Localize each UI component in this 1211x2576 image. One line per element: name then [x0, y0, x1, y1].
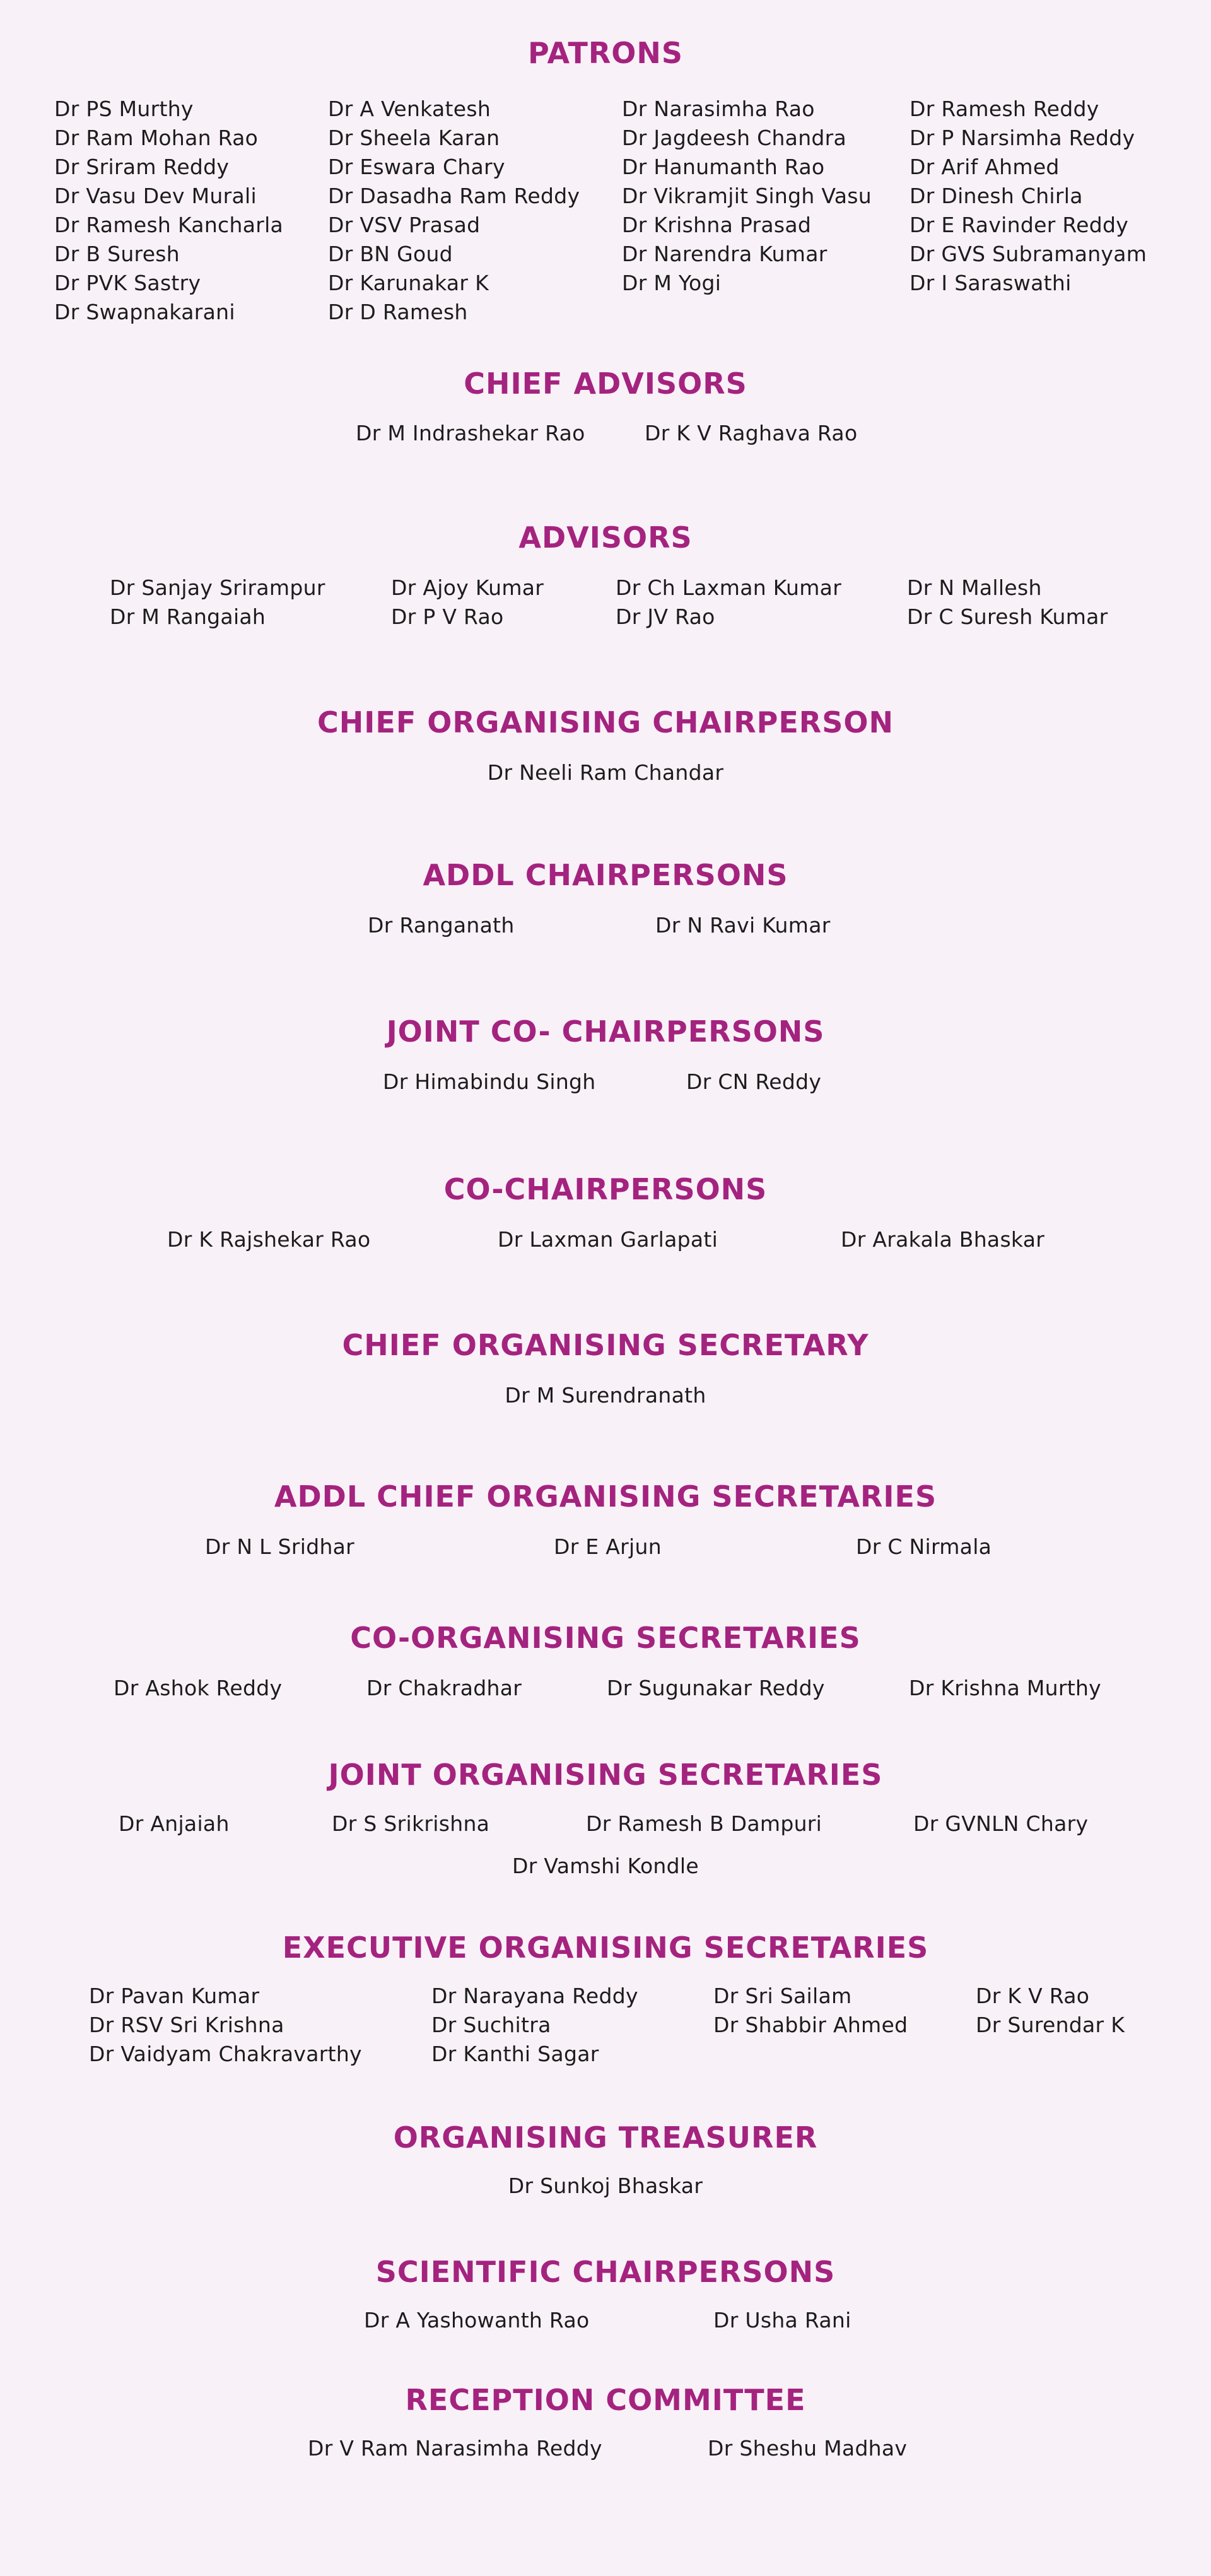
member-name: Dr Ch Laxman Kumar	[616, 575, 842, 600]
section-title: SCIENTIFIC CHAIRPERSONS	[375, 2255, 836, 2289]
member-name: Dr Krishna Murthy	[909, 1676, 1102, 1700]
member-name: Dr Krishna Prasad	[622, 213, 812, 237]
member-name: Dr Hanumanth Rao	[622, 155, 825, 179]
section-title: PATRONS	[527, 36, 684, 70]
member-name: Dr V Ram Narasimha Reddy	[308, 2436, 602, 2461]
member-name: Dr Neeli Ram Chandar	[487, 760, 724, 785]
member-name: Dr Vikramjit Singh Vasu	[622, 184, 872, 208]
member-name: Dr Narendra Kumar	[622, 242, 828, 266]
member-name: Dr Ramesh B Dampuri	[586, 1811, 822, 1836]
member-name: Dr Vamshi Kondle	[512, 1854, 699, 1878]
member-name: Dr S Srikrishna	[332, 1811, 490, 1836]
member-name: Dr Vaidyam Chakravarthy	[89, 2042, 362, 2066]
member-name: Dr P Narsimha Reddy	[910, 126, 1135, 150]
member-name: Dr M Surendranath	[505, 1383, 706, 1408]
member-name: Dr Suchitra	[431, 2013, 551, 2037]
section-title: JOINT ORGANISING SECRETARIES	[328, 1758, 883, 1792]
member-name: Dr K Rajshekar Rao	[167, 1227, 371, 1252]
member-name: Dr Vasu Dev Murali	[54, 184, 257, 208]
member-name: Dr Surendar K	[976, 2013, 1125, 2037]
member-name: Dr Narasimha Rao	[622, 97, 815, 121]
member-name: Dr M Rangaiah	[110, 604, 266, 629]
section-title: JOINT CO- CHAIRPERSONS	[386, 1015, 825, 1049]
section-title: CHIEF ORGANISING CHAIRPERSON	[317, 705, 894, 739]
member-name: Dr CN Reddy	[686, 1069, 822, 1094]
member-name: Dr E Arjun	[554, 1534, 662, 1559]
member-name: Dr D Ramesh	[328, 300, 468, 324]
member-name: Dr Ashok Reddy	[114, 1676, 283, 1700]
member-name: Dr Ajoy Kumar	[391, 575, 544, 600]
member-name: Dr Kanthi Sagar	[431, 2042, 599, 2066]
section-title: CHIEF ORGANISING SECRETARY	[342, 1328, 869, 1362]
member-name: Dr Usha Rani	[713, 2308, 851, 2332]
member-name: Dr M Indrashekar Rao	[356, 421, 585, 445]
member-name: Dr JV Rao	[616, 604, 715, 629]
member-name: Dr E Ravinder Reddy	[910, 213, 1129, 237]
member-name: Dr Swapnakarani	[54, 300, 235, 324]
section-title: CO-CHAIRPERSONS	[443, 1172, 768, 1206]
member-name: Dr Dasadha Ram Reddy	[328, 184, 580, 208]
member-name: Dr RSV Sri Krishna	[89, 2013, 284, 2037]
member-name: Dr C Suresh Kumar	[907, 604, 1108, 629]
member-name: Dr Narayana Reddy	[431, 1984, 638, 2008]
member-name: Dr Anjaiah	[119, 1811, 230, 1836]
member-name: Dr P V Rao	[391, 604, 504, 629]
member-name: Dr Arif Ahmed	[910, 155, 1060, 179]
member-name: Dr Dinesh Chirla	[910, 184, 1083, 208]
member-name: Dr BN Goud	[328, 242, 453, 266]
member-name: Dr Ram Mohan Rao	[54, 126, 259, 150]
member-name: Dr N Mallesh	[907, 575, 1042, 600]
section-title: RECEPTION COMMITTEE	[405, 2383, 806, 2417]
section-title: CHIEF ADVISORS	[464, 367, 747, 401]
member-name: Dr N L Sridhar	[205, 1534, 355, 1559]
member-name: Dr Sheshu Madhav	[708, 2436, 908, 2461]
member-name: Dr GVS Subramanyam	[910, 242, 1147, 266]
section-title: CO-ORGANISING SECRETARIES	[350, 1621, 861, 1655]
member-name: Dr Himabindu Singh	[383, 1069, 596, 1094]
member-name: Dr Ramesh Reddy	[910, 97, 1099, 121]
section-title: ADVISORS	[518, 520, 693, 555]
member-name: Dr Chakradhar	[366, 1676, 522, 1700]
member-name: Dr Laxman Garlapati	[498, 1227, 718, 1252]
member-name: Dr PS Murthy	[54, 97, 194, 121]
member-name: Dr Sheela Karan	[328, 126, 500, 150]
member-name: Dr GVNLN Chary	[913, 1811, 1089, 1836]
section-title: ADDL CHAIRPERSONS	[423, 858, 788, 892]
member-name: Dr N Ravi Kumar	[655, 913, 831, 938]
member-name: Dr K V Raghava Rao	[645, 421, 858, 445]
member-name: Dr A Venkatesh	[328, 97, 491, 121]
member-name: Dr B Suresh	[54, 242, 180, 266]
section-title: ORGANISING TREASURER	[393, 2120, 818, 2155]
member-name: Dr Eswara Chary	[328, 155, 505, 179]
member-name: Dr Ramesh Kancharla	[54, 213, 284, 237]
member-name: Dr I Saraswathi	[910, 271, 1072, 295]
member-name: Dr Sunkoj Bhaskar	[508, 2173, 703, 2198]
member-name: Dr Ranganath	[368, 913, 515, 938]
member-name: Dr Shabbir Ahmed	[713, 2013, 908, 2037]
member-name: Dr PVK Sastry	[54, 271, 201, 295]
member-name: Dr Pavan Kumar	[89, 1984, 260, 2008]
member-name: Dr Sriram Reddy	[54, 155, 230, 179]
member-name: Dr K V Rao	[976, 1984, 1090, 2008]
member-name: Dr Sri Sailam	[713, 1984, 852, 2008]
member-name: Dr Sugunakar Reddy	[607, 1676, 825, 1700]
section-title: EXECUTIVE ORGANISING SECRETARIES	[282, 1931, 929, 1965]
member-name: Dr VSV Prasad	[328, 213, 481, 237]
member-name: Dr Jagdeesh Chandra	[622, 126, 847, 150]
member-name: Dr A Yashowanth Rao	[364, 2308, 590, 2332]
member-name: Dr Karunakar K	[328, 271, 489, 295]
member-name: Dr Sanjay Srirampur	[110, 575, 325, 600]
member-name: Dr C Nirmala	[856, 1534, 992, 1559]
section-title: ADDL CHIEF ORGANISING SECRETARIES	[274, 1479, 937, 1514]
member-name: Dr Arakala Bhaskar	[841, 1227, 1045, 1252]
member-name: Dr M Yogi	[622, 271, 722, 295]
